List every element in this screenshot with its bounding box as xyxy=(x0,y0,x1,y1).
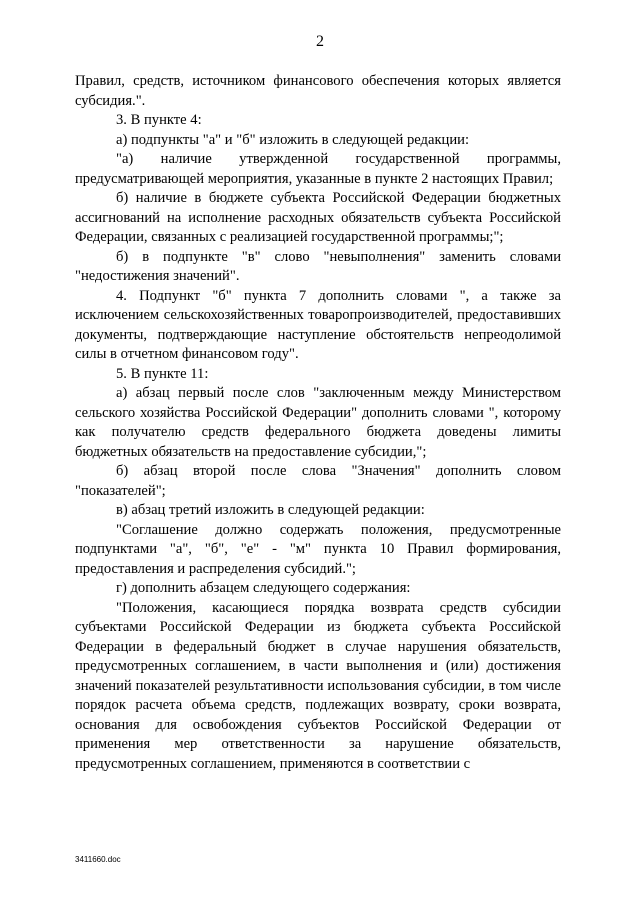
document-body xyxy=(75,72,561,774)
paragraph: б) наличие в бюджете субъекта Российской Федерации бюджетных ассигнований на исполнение расходных обязательств субъекта Российской Федерации, связанных с реализацией государственной программы;"; xyxy=(75,190,561,245)
paragraph: 4. Подпункт "б" пункта 7 дополнить словами ", а также за исключением сельскохозяйственных товаропроизводителей, предоставивших документы, подтверждающие наступление обстоятельств непреодолимой силы в отчетном финансовом году". xyxy=(75,287,561,362)
paragraph: Правил, средств, источником финансового обеспечения которых является субсидия.". xyxy=(75,73,561,109)
page-number: 2 xyxy=(316,33,324,50)
paragraph: "Соглашение должно содержать положения, предусмотренные подпунктами "а", "б", "е" - "м" пункта 10 Правил формирования, предоставления и распределения субсидий."; xyxy=(75,521,561,577)
paragraph: 3. В пункте 4: xyxy=(116,112,202,128)
paragraph: в) абзац третий изложить в следующей редакции: xyxy=(116,502,425,518)
footer-doc-id: 3411660.doc xyxy=(75,855,121,864)
paragraph: а) абзац первый после слов "заключенным между Министерством сельского хозяйства Российской Федерации" дополнить словами ", которому как получателю средств федерального бюджета доведены лимиты бюджетных обязательств на предоставление субсидии,"; xyxy=(75,385,561,460)
paragraph: г) дополнить абзацем следующего содержания: xyxy=(116,580,411,596)
paragraph: 5. В пункте 11: xyxy=(116,365,209,382)
paragraph: б) абзац второй после слова "Значения" дополнить словом "показателей"; xyxy=(75,463,561,499)
paragraph: б) в подпункте "в" слово "невыполнения" заменить словами "недостижения значений". xyxy=(75,248,561,284)
paragraph: "Положения, касающиеся порядка возврата средств субсидии субъектами Российской Федерации из бюджета субъекта Российской Федерации в федеральный бюджет в случае нарушения обязательств, предусмотренных соглашением, в части выполнения и (или) достижения значений показателей результативности использования субсидии, в том числе порядок расчета объема средств, подлежащих возврату, сроки возврата, основания для освобождения субъектов Российской Федерации от применения мер ответственности за нарушение обязательств, предусмотренных соглашением, применяются в соответствии с xyxy=(75,599,561,772)
paragraph: а) подпункты "а" и "б" изложить в следующей редакции: xyxy=(116,131,470,148)
paragraph: "а) наличие утвержденной государственной программы, предусматривающей мероприятия, указанные в пункте 2 настоящих Правил; xyxy=(75,151,561,187)
